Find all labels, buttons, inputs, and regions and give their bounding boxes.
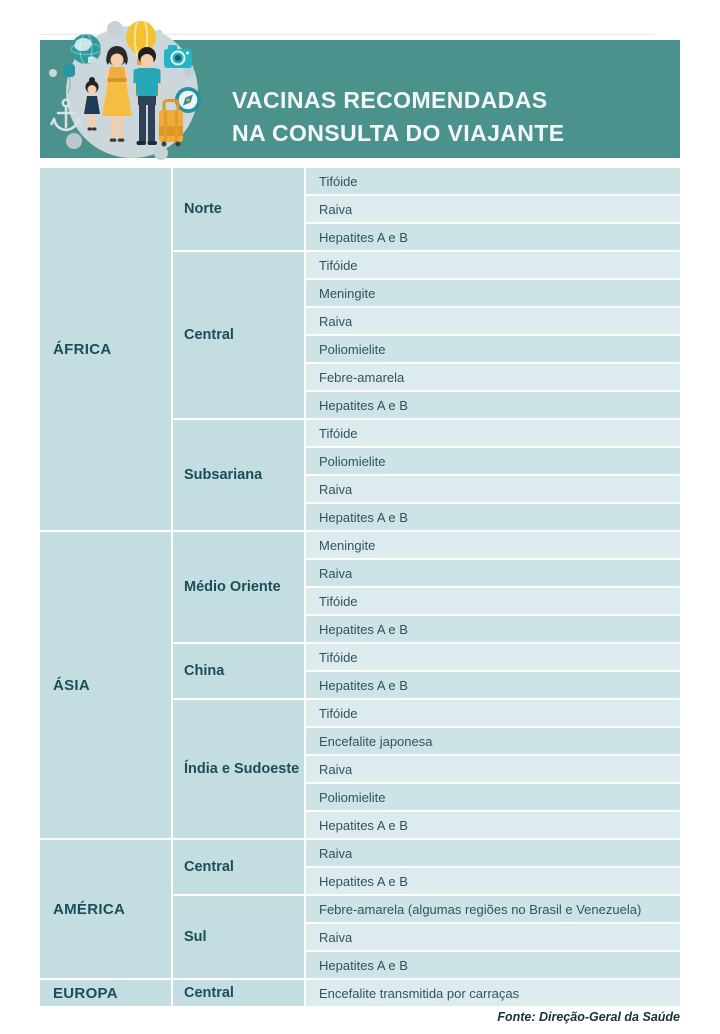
region-cell: Subsariana bbox=[173, 420, 304, 530]
vaccine-cell: Tifóide bbox=[306, 168, 680, 194]
region-group bbox=[173, 532, 680, 642]
region-group bbox=[173, 896, 680, 978]
vaccine-rows bbox=[306, 896, 680, 978]
vaccine-rows bbox=[306, 644, 680, 698]
region-cell: China bbox=[173, 644, 304, 698]
vaccine-cell: Meningite bbox=[306, 280, 680, 306]
vaccine-cell: Poliomielite bbox=[306, 448, 680, 474]
vaccines-table bbox=[40, 168, 680, 1006]
vaccine-cell: Raiva bbox=[306, 308, 680, 334]
vaccine-cell: Hepatites A e B bbox=[306, 616, 680, 642]
vaccine-cell: Raiva bbox=[306, 476, 680, 502]
vaccine-cell: Raiva bbox=[306, 196, 680, 222]
continent-cell: ÁFRICA bbox=[40, 168, 171, 530]
vaccine-cell: Hepatites A e B bbox=[306, 224, 680, 250]
vaccine-cell: Tifóide bbox=[306, 644, 680, 670]
vaccine-cell: Febre-amarela (algumas regiões no Brasil e Venezuela) bbox=[306, 896, 680, 922]
header-banner bbox=[40, 40, 680, 158]
traveler-illustration bbox=[40, 0, 260, 170]
region-groups bbox=[173, 980, 680, 1006]
page-title-line2: NA CONSULTA DO VIAJANTE bbox=[232, 120, 565, 147]
vaccine-cell: Hepatites A e B bbox=[306, 868, 680, 894]
table-section bbox=[40, 980, 680, 1006]
vaccine-cell: Encefalite transmitida por carraças bbox=[306, 980, 680, 1006]
vaccine-cell: Hepatites A e B bbox=[306, 392, 680, 418]
continent-cell: ÁSIA bbox=[40, 532, 171, 838]
region-group bbox=[173, 252, 680, 418]
region-group bbox=[173, 700, 680, 838]
globe-icon bbox=[71, 34, 101, 64]
page-title-line1: VACINAS RECOMENDADAS bbox=[232, 87, 548, 114]
region-cell: Central bbox=[173, 840, 304, 894]
vaccine-cell: Tifóide bbox=[306, 588, 680, 614]
region-cell: Central bbox=[173, 980, 304, 1006]
region-groups bbox=[173, 168, 680, 530]
region-cell: Sul bbox=[173, 896, 304, 978]
region-groups bbox=[173, 840, 680, 978]
vaccine-rows bbox=[306, 700, 680, 838]
region-groups bbox=[173, 532, 680, 838]
vaccine-rows bbox=[306, 168, 680, 250]
vaccine-cell: Meningite bbox=[306, 532, 680, 558]
vaccine-cell: Raiva bbox=[306, 560, 680, 586]
vaccine-cell: Raiva bbox=[306, 756, 680, 782]
vaccine-cell: Hepatites A e B bbox=[306, 812, 680, 838]
vaccine-rows bbox=[306, 532, 680, 642]
vaccine-cell: Hepatites A e B bbox=[306, 504, 680, 530]
region-cell: Norte bbox=[173, 168, 304, 250]
vaccine-cell: Tifóide bbox=[306, 252, 680, 278]
table-section bbox=[40, 840, 680, 978]
region-cell: Índia e Sudoeste bbox=[173, 700, 304, 838]
source-note: Fonte: Direção-Geral da Saúde bbox=[497, 1010, 680, 1024]
vaccine-cell: Raiva bbox=[306, 924, 680, 950]
vaccine-cell: Tifóide bbox=[306, 420, 680, 446]
region-cell: Central bbox=[173, 252, 304, 418]
table-section bbox=[40, 532, 680, 838]
region-cell: Médio Oriente bbox=[173, 532, 304, 642]
continent-cell: EUROPA bbox=[40, 980, 171, 1006]
vaccine-rows bbox=[306, 252, 680, 418]
vaccine-cell: Hepatites A e B bbox=[306, 952, 680, 978]
vaccine-cell: Hepatites A e B bbox=[306, 672, 680, 698]
vaccine-cell: Febre-amarela bbox=[306, 364, 680, 390]
region-group bbox=[173, 840, 680, 894]
vaccine-rows bbox=[306, 420, 680, 530]
table-section bbox=[40, 168, 680, 530]
vaccine-cell: Tifóide bbox=[306, 700, 680, 726]
vaccine-rows bbox=[306, 980, 680, 1006]
vaccine-cell: Encefalite japonesa bbox=[306, 728, 680, 754]
region-group bbox=[173, 644, 680, 698]
vaccine-cell: Poliomielite bbox=[306, 784, 680, 810]
region-group bbox=[173, 420, 680, 530]
region-group bbox=[173, 168, 680, 250]
region-group bbox=[173, 980, 680, 1006]
page-title bbox=[232, 84, 564, 150]
vaccine-cell: Poliomielite bbox=[306, 336, 680, 362]
continent-cell: AMÉRICA bbox=[40, 840, 171, 978]
vaccine-cell: Raiva bbox=[306, 840, 680, 866]
vaccine-rows bbox=[306, 840, 680, 894]
